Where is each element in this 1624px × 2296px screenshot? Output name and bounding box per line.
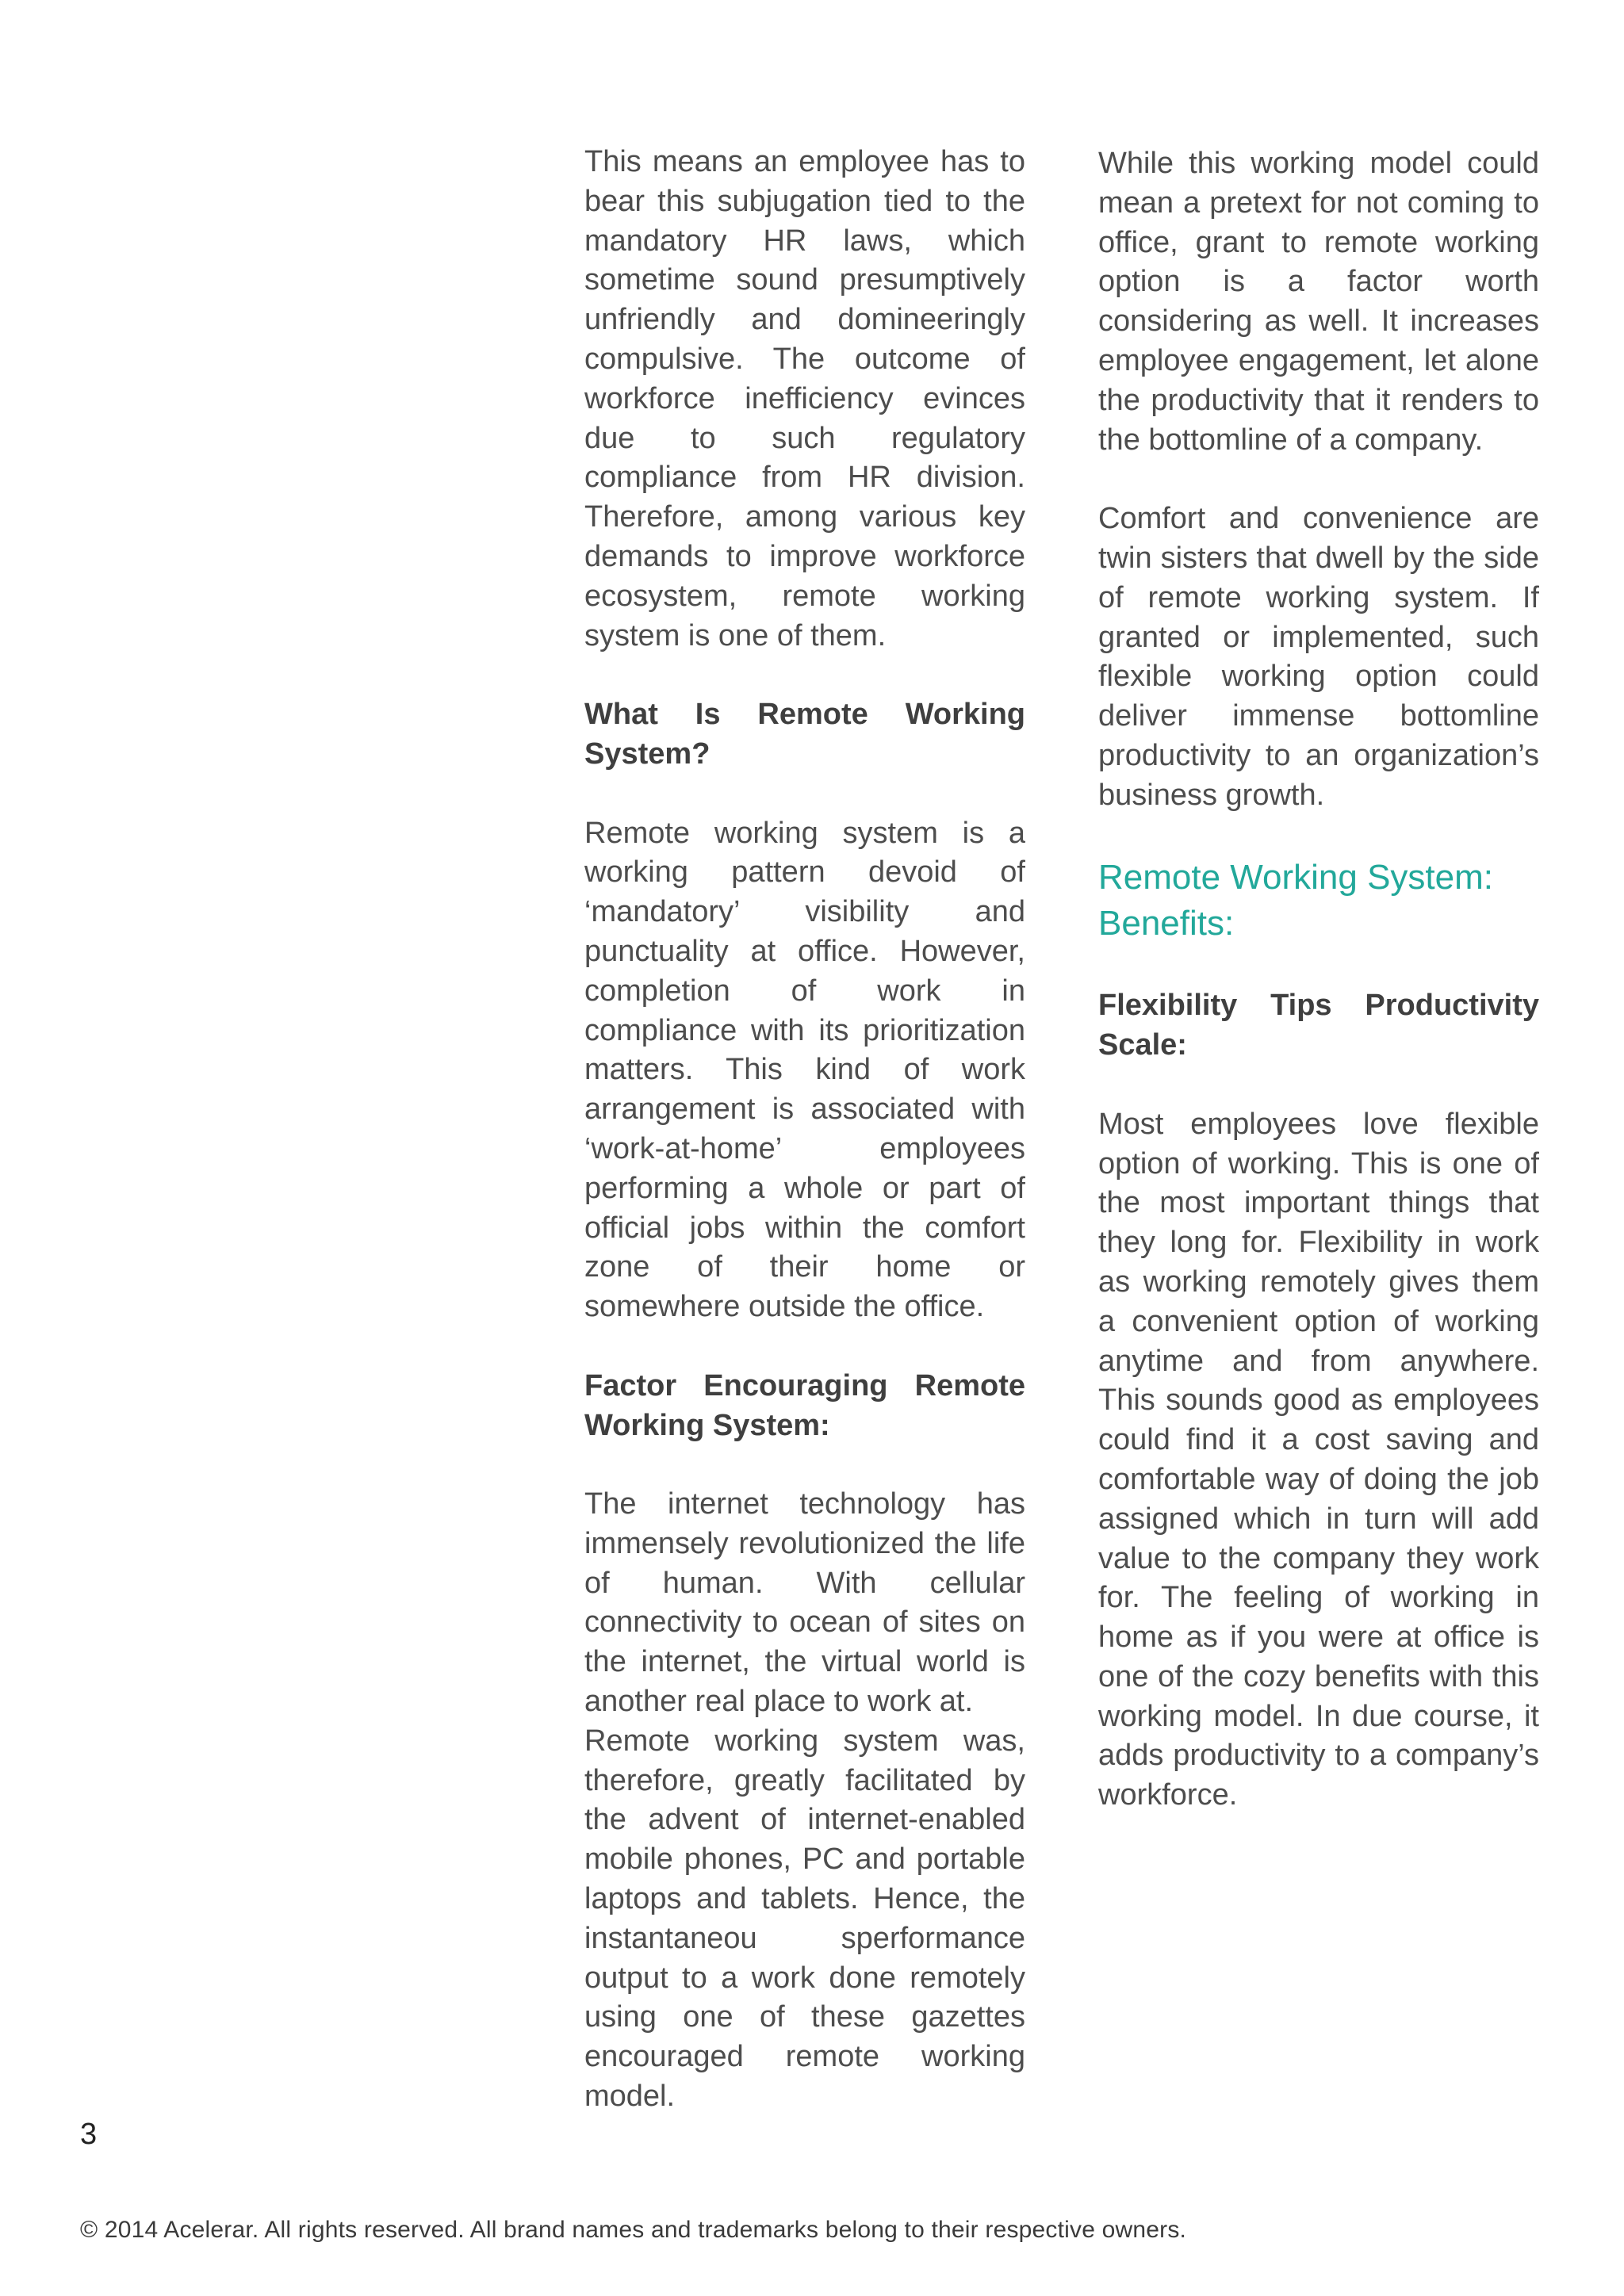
paragraph: Comfort and convenience are twin sisters that dwell by the side of remote working system. If granted or implemented, such flexible working option could deliver immense bottomline productivity to an organization’s business growth. (1098, 502, 1539, 812)
section-title-benefits: Remote Working System: Benefits: (1098, 858, 1494, 943)
paragraph: Remote working system is a working pattern devoid of ‘mandatory’ visibility and punctuality at office. However, completion of work in compliance with its prioritization matters. This kind of work arrangement is associated with ‘work-at-home’ employees performing a whole or part of official jobs within the comfort zone of their home or somewhere outside the office. (584, 816, 1025, 1324)
page-number: 3 (80, 2118, 98, 2151)
paragraph: Most employees love flexible option of working. This is one of the most important things that they long for. Flexibility in work as working remotely gives them a convenient option of working anytime and from anywhere. This sounds good as employees could find it a cost saving and comfortable way of doing the job assigned which in turn will add value to the company they work for. The feeling of working in home as if you were at office is one of the cozy benefits with this working model. In due course, it adds productivity to a company’s workforce. (1098, 1107, 1539, 1812)
copyright-footer: © 2014 Acelerar. All rights reserved. All brand names and trademarks belong to their respective owners. (80, 2217, 1187, 2243)
paragraph: The internet technology has immensely revolutionized the life of human. With cellular connectivity to ocean of sites on the internet, the virtual world is another real place to work at. (584, 1487, 1025, 1719)
right-column (1098, 144, 1539, 1855)
paragraph: While this working model could mean a pretext for not coming to office, grant to remote working option is a factor worth considering as well. It increases employee engagement, let alone the productivity that it renders to the bottomline of a company. (1098, 147, 1539, 457)
paragraph: Remote working system was, therefore, greatly facilitated by the advent of internet-enabled mobile phones, PC and portable laptops and tablets. Hence, the instantaneou sperformance output to a work done remotely using one of these gazettes encouraged remote working model. (584, 1724, 1025, 2114)
left-column (584, 143, 1025, 2156)
paragraph: This means an employee has to bear this subjugation tied to the mandatory HR laws, which sometime sound presumptively unfriendly and domineeringly compulsive. The outcome of workforce inefficiency evinces due to such regulatory compliance from HR division. Therefore, among various key demands to improve workforce ecosystem, remote working system is one of them. (584, 145, 1025, 652)
subheading-factor-encouraging: Factor Encouraging Remote Working System: (584, 1368, 1025, 1442)
subheading-what-is-remote-working: What Is Remote Working System? (584, 698, 1025, 771)
subheading-flexibility: Flexibility Tips Productivity Scale: (1098, 989, 1539, 1062)
